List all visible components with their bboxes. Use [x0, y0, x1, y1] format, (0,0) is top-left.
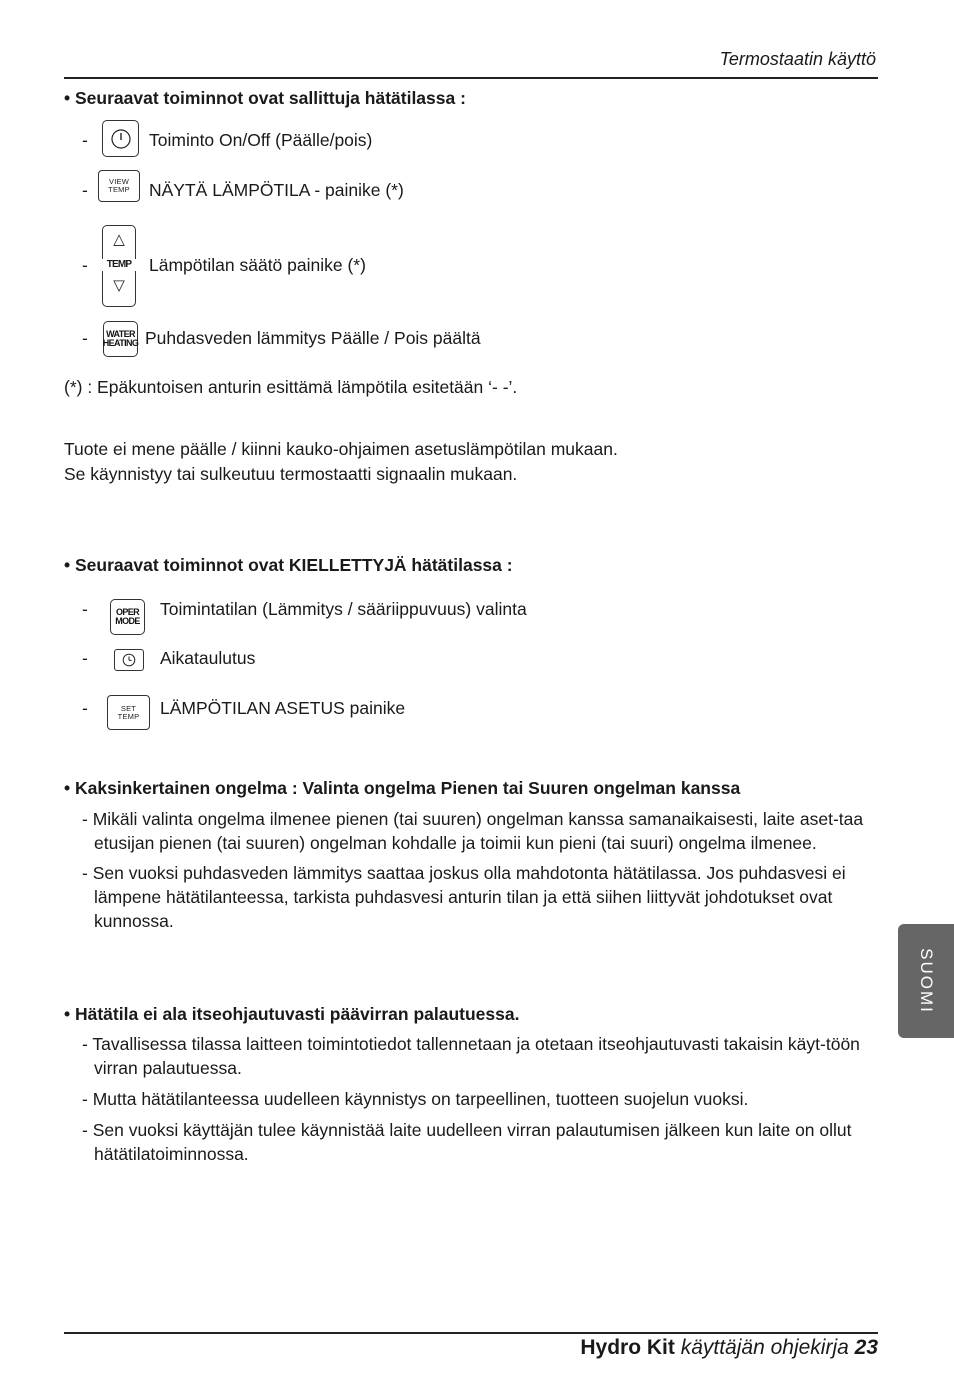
dash: -: [82, 648, 88, 668]
view-temp-button-text: VIEW TEMP: [108, 177, 130, 194]
water-heating-button-text: WATER HEATING: [102, 329, 139, 348]
footer-brand: Hydro Kit: [580, 1336, 675, 1359]
allowed-item-label: Lämpötilan säätö painike (*): [149, 255, 366, 275]
set-temp-button: [107, 695, 150, 730]
forbidden-heading: • Seuraavat toiminnot ovat KIELLETTYJÄ hätätilassa :: [64, 555, 513, 575]
language-tab-label: SUOMI: [917, 948, 937, 1014]
double-problem-line: - Mikäli valinta ongelma ilmenee pienen (tai suuren) ongelman kanssa samanaikaisesti, laite aset-taa etusijan pienen (tai suuren) ongelman kohdalle ja toimii kun pieni (tai suuri) ongelma ilmenee.: [82, 809, 864, 853]
arrow-down-icon: ▽: [113, 277, 125, 294]
oper-mode-button-text: OPER MODE: [115, 607, 140, 626]
forbidden-item-label: Aikataulutus: [160, 648, 256, 668]
footer: [580, 1336, 878, 1360]
power-icon: [110, 128, 132, 150]
power-button: [102, 120, 139, 157]
language-tab: [898, 924, 954, 1038]
arrow-up-icon: △: [113, 231, 125, 248]
temp-adjust-button: [102, 225, 136, 307]
note-line-1: Tuote ei mene päälle / kiinni kauko-ohjaimen asetuslämpötilan mukaan.: [64, 439, 618, 459]
restart-line: - Tavallisessa tilassa laitteen toimintotiedot tallennetaan ja otetaan itseohjautuvasti takaisin käyt-töön virran palautuessa.: [82, 1034, 860, 1078]
double-problem-line: - Sen vuoksi puhdasveden lämmitys saattaa joskus olla mahdotonta hätätilassa. Jos puhdasvesi ei lämpene hätätilanteessa, tarkista puhdasvesi anturin tilan ja että siihen liittyvät johdotukset ovat kunnossa.: [82, 863, 846, 931]
oper-mode-button: [110, 599, 145, 635]
forbidden-item-label: Toimintatilan (Lämmitys / sääriippuvuus) valinta: [160, 599, 527, 619]
set-temp-button-text: SET TEMP: [117, 703, 140, 721]
double-problem-heading: • Kaksinkertainen ongelma : Valinta ongelma Pienen tai Suuren ongelman kanssa: [64, 778, 741, 798]
section-title: Termostaatin käyttö: [719, 49, 876, 69]
restart-line: - Mutta hätätilanteessa uudelleen käynnistys on tarpeellinen, tuotteen suojelun vuoksi.: [82, 1089, 749, 1109]
page-number: 23: [854, 1336, 878, 1359]
header-rule: [64, 77, 878, 79]
dash: -: [82, 130, 88, 150]
allowed-heading: • Seuraavat toiminnot ovat sallittuja hätätilassa :: [64, 88, 466, 108]
allowed-item-label: NÄYTÄ LÄMPÖTILA - painike (*): [149, 180, 404, 200]
water-heating-button: [103, 321, 138, 357]
allowed-item-label: Toiminto On/Off (Päälle/pois): [149, 130, 373, 150]
footer-rule: [64, 1332, 878, 1334]
footnote: (*) : Epäkuntoisen anturin esittämä lämpötila esitetään ‘- -’.: [64, 377, 518, 397]
footer-doc-title: käyttäjän ohjekirja: [680, 1336, 849, 1359]
restart-line: - Sen vuoksi käyttäjän tulee käynnistää laite uudelleen virran palautumisen jälkeen kun laite on ollut hätätilatoiminnossa.: [82, 1120, 852, 1164]
view-temp-button: [98, 170, 140, 202]
dash: -: [82, 599, 88, 619]
clock-icon: [122, 653, 136, 667]
schedule-button: [114, 649, 144, 671]
note-line-2: Se käynnistyy tai sulkeutuu termostaatti signaalin mukaan.: [64, 464, 518, 484]
forbidden-item-label: LÄMPÖTILAN ASETUS painike: [160, 698, 406, 718]
temp-button-text: TEMP: [97, 259, 141, 271]
restart-heading: • Hätätila ei ala itseohjautuvasti päävirran palautuessa.: [64, 1004, 520, 1024]
dash: -: [82, 255, 88, 275]
dash: -: [82, 698, 88, 718]
dash: -: [82, 328, 88, 348]
dash: -: [82, 180, 88, 200]
allowed-item-label: Puhdasveden lämmitys Päälle / Pois päältä: [145, 328, 481, 348]
